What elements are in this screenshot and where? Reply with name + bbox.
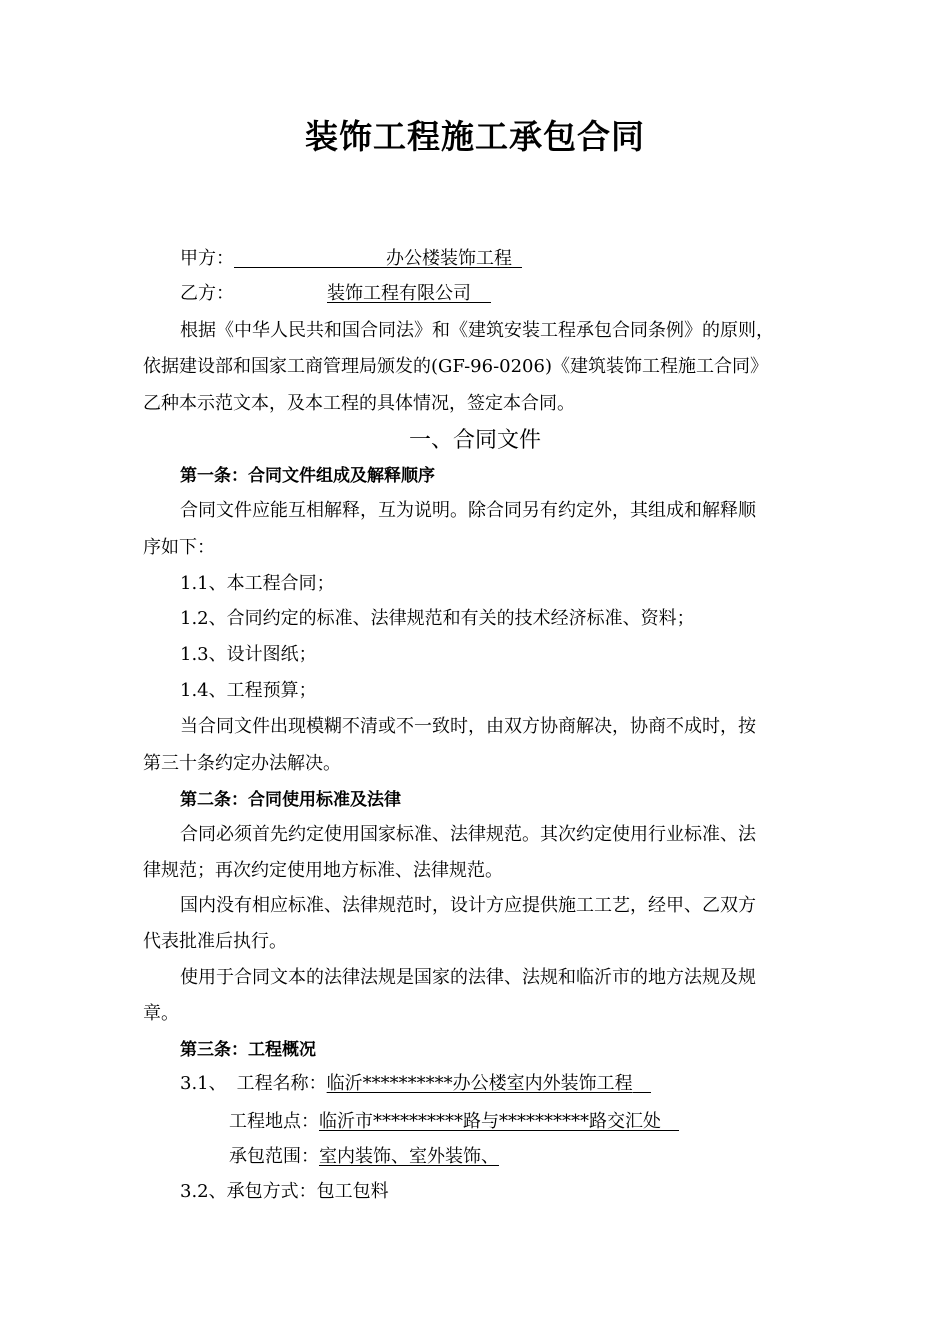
intro-line-2: 依据建设部和国家工商管理局颁发的(GF-96-0206)《建筑装饰工程施工合同》 xyxy=(143,356,768,377)
party-b-value: 装饰工程有限公司 xyxy=(327,283,471,304)
article-2-p3-line-2: 章。 xyxy=(143,1003,179,1024)
article-1-item: 1.1、本工程合同； xyxy=(180,573,335,594)
location-label: 工程地点： xyxy=(229,1111,319,1132)
party-a-blank xyxy=(234,247,386,268)
intro-line-3: 乙种本示范文本，及本工程的具体情况，签定本合同。 xyxy=(143,393,575,414)
section-heading: 一、合同文件 xyxy=(408,428,541,453)
location-blank-end xyxy=(661,1110,679,1131)
project-name-label: 工程名称： xyxy=(236,1073,327,1094)
party-b-blank-end xyxy=(471,282,491,303)
article-1-title: 第一条：合同文件组成及解释顺序 xyxy=(180,466,435,486)
project-name-value: 临沂**********办公楼室内外装饰工程 xyxy=(326,1073,633,1094)
party-b-label: 乙方： xyxy=(180,283,234,304)
article-2-p1-line-2: 律规范；再次约定使用地方标准、法律规范。 xyxy=(143,860,503,881)
article-2-p2-line-2: 代表批准后执行。 xyxy=(143,931,287,952)
contract-method-line: 3.2、承包方式：包工包料 xyxy=(180,1181,389,1202)
article-2-title: 第二条：合同使用标准及法律 xyxy=(180,790,401,810)
article-1-closing-line-2: 第三十条约定办法解决。 xyxy=(143,753,341,774)
article-3-title: 第三条：工程概况 xyxy=(180,1040,316,1060)
article-1-item: 1.2、合同约定的标准、法律规范和有关的技术经济标准、资料； xyxy=(180,608,695,629)
party-a-blank-end xyxy=(512,247,522,268)
scope-label: 承包范围： xyxy=(229,1146,319,1167)
article-2-p1-line-1: 合同必须首先约定使用国家标准、法律规范。其次约定使用行业标准、法 xyxy=(180,824,756,845)
article-1-item: 1.3、设计图纸； xyxy=(180,644,317,665)
article-1-closing-line-1: 当合同文件出现模糊不清或不一致时，由双方协商解决，协商不成时，按 xyxy=(180,716,756,737)
article-1-item: 1.4、工程预算； xyxy=(180,680,317,701)
project-location-line xyxy=(229,1104,679,1140)
article-1-para-line-1: 合同文件应能互相解释，互为说明。除合同另有约定外，其组成和解释顺 xyxy=(180,500,756,521)
scope-value: 室内装饰、室外装饰、 xyxy=(319,1146,499,1167)
article-2-p3-line-1: 使用于合同文本的法律法规是国家的法律、法规和临沂市的地方法规及规 xyxy=(180,967,756,988)
article-2-p2-line-1: 国内没有相应标准、法律规范时，设计方应提供施工工艺，经甲、乙双方 xyxy=(180,895,756,916)
scope-line xyxy=(229,1139,499,1175)
party-a-label: 甲方： xyxy=(180,248,234,269)
party-b-line xyxy=(180,276,491,312)
item-3-1-prefix: 3.1、 xyxy=(180,1073,227,1094)
party-a-value: 办公楼装饰工程 xyxy=(386,248,512,269)
article-1-para-line-2: 序如下： xyxy=(143,537,215,558)
party-a-line xyxy=(180,241,522,277)
project-name-line xyxy=(180,1066,651,1102)
project-name-blank-end xyxy=(633,1072,651,1093)
document-title: 装饰工程施工承包合同 xyxy=(305,117,645,156)
location-value: 临沂市**********路与**********路交汇处 xyxy=(319,1111,661,1132)
intro-line-1: 根据《中华人民共和国合同法》和《建筑安装工程承包合同条例》的原则， xyxy=(180,320,774,341)
